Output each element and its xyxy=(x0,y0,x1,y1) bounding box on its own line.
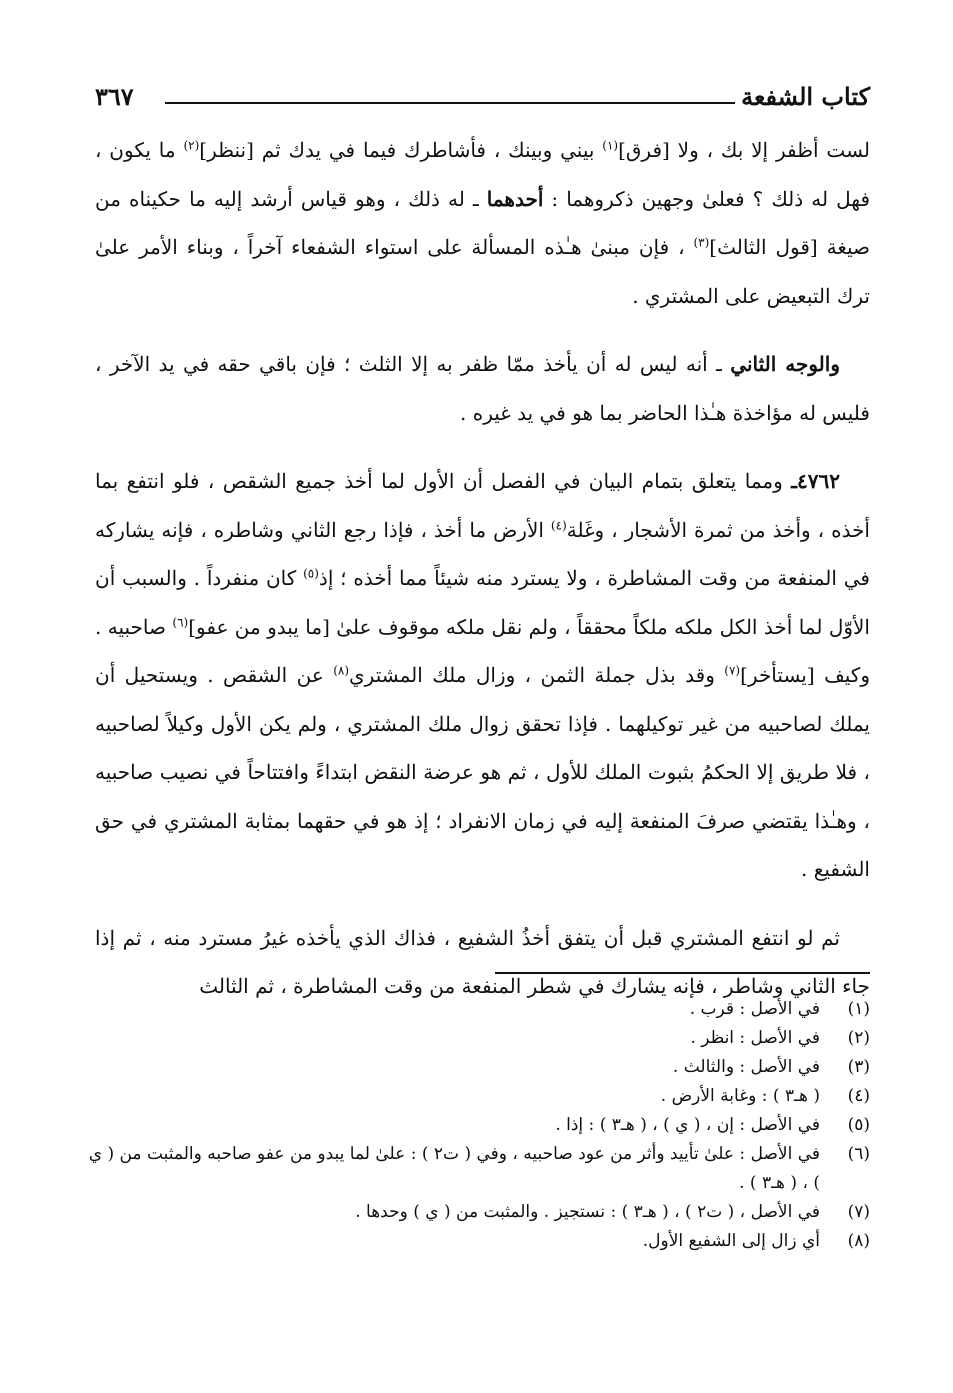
text-span: ـ أنه ليس له أن يأخذ ممّا ظفر به إلا الثلث ؛ فإن باقي حقه في يد الآخر ، فليس له مؤاخذة هـٰذا الحاضر بما هو في يد غيره . xyxy=(95,352,870,425)
footnote-item xyxy=(85,1053,870,1082)
footnote-text: في الأصل : انظر . xyxy=(690,1028,820,1048)
text-span: عن الشقص . ويستحيل أن يملك لصاحبيه من غير توكيلهما . فإذا تحقق زوال ملك المشتري ، ولم يكن الأول وكيلاً لصاحبيه ، فلا طريق إلا الحكمُ بثبوت الملك للأول ، ثم هو عرضة النقض ابتداءً وافتتاحاً في نصيب صاحبيه ، وهـٰذا يقتضي صرفَ المنفعة إليه في زمان الانفراد ؛ إذ هو في حقهما بمثابة المشتري في حق الشفيع . xyxy=(95,663,870,881)
footnote-number: (١) xyxy=(847,999,870,1019)
footnote-text: في الأصل ، ( ت٢ ) ، ( هـ٣ ) : نستجيز . والمثبت من ( ي ) وحدها . xyxy=(355,1202,820,1222)
footnote-number: (٦) xyxy=(847,1144,870,1164)
footnote-number: (٣) xyxy=(847,1057,870,1077)
footnote-item xyxy=(85,1111,870,1140)
footnote-item xyxy=(85,1227,870,1256)
paragraph-1 xyxy=(95,126,870,320)
section-number: ٤٧٦٢ـ xyxy=(791,469,840,493)
text-span: ومما يتعلق بتمام البيان في الفصل أن الأول لما أخذ جميع الشقص ، فلو انتفع بما أخذه ، وأخذ من ثمرة الأشجار ، وغَلة xyxy=(95,469,870,542)
footnote-text: في الأصل : علىٰ تأييد وأثر من عود صاحبيه ، وفي ( ت٢ ) : علىٰ لما يبدو من عفو صاحبه والمثبت من ( ي ) ، ( هـ٣ ) . xyxy=(88,1144,820,1193)
footnote-number: (٨) xyxy=(847,1231,870,1251)
bold-term: أحدهما xyxy=(486,186,544,211)
footnote-ref: (٢) xyxy=(183,138,200,153)
footnote-ref: (٧) xyxy=(724,663,741,678)
text-span: صاحبيه . وكيف [يستأخر] xyxy=(95,614,870,687)
text-span: بيني وبينك ، فأشاطرك فيما في يدك ثم [ننظر] xyxy=(199,138,603,162)
text-span: لست أظفر إلا بك ، ولا [فرق] xyxy=(618,138,870,162)
footnote-ref: (١) xyxy=(602,138,619,153)
footnote-text: في الأصل : إن ، ( ي ) ، ( هـ٣ ) : إذا . xyxy=(555,1115,820,1135)
footnote-ref: (٥) xyxy=(303,566,319,581)
text-span: ثم لو انتفع المشتري قبل أن يتفق أخذُ الشفيع ، فذاك الذي يأخذه غيرُ مسترد منه ، ثم إذا جاء الثاني وشاطر ، فإنه يشارك في شطر المنفعة من وقت المشاطرة ، ثم الثالث xyxy=(95,925,870,998)
page-header xyxy=(95,80,870,114)
running-title: كتاب الشفعة xyxy=(741,82,870,111)
header-rule xyxy=(165,102,735,104)
paragraph-3 xyxy=(95,457,870,894)
footnote-item xyxy=(85,995,870,1024)
main-text xyxy=(95,126,870,1011)
footnote-ref: (٣) xyxy=(693,235,710,250)
footnote-number: (٤) xyxy=(847,1086,870,1106)
footnotes xyxy=(85,995,870,1256)
footnote-item xyxy=(85,1024,870,1053)
footnote-ref: (٦) xyxy=(172,614,189,629)
text-span: الأرض ما أخذ ، فإذا رجع الثاني وشاطره ، فإنه يشاركه في المنفعة من وقت المشاطرة ، ولا يسترد منه شيئاً مما أخذه ؛ إذ xyxy=(95,517,870,590)
footnote-item xyxy=(85,1198,870,1227)
footnote-number: (٢) xyxy=(847,1028,870,1048)
text-span: كان منفرداً . والسبب أن الأوّل لما أخذ الكل ملكه ملكاً محققاً ، ولم نقل ملكه موقوف علىٰ [ما يبدو من عفو] xyxy=(95,566,870,639)
footnote-number: (٥) xyxy=(847,1115,870,1135)
footnote-text: في الأصل : قرب . xyxy=(689,999,820,1019)
text-span: ، فإن مبنىٰ هـٰذه المسألة على استواء الشفعاء آخراً ، وبناء الأمر علىٰ ترك التبعيض على المشتري . xyxy=(95,235,870,308)
footnote-separator xyxy=(495,972,870,974)
footnote-ref: (٨) xyxy=(333,663,350,678)
bold-term: والوجه الثاني xyxy=(730,352,840,376)
footnote-text: في الأصل : والثالث . xyxy=(672,1057,820,1077)
footnote-item xyxy=(85,1082,870,1111)
text-span: وقد بذل جملة الثمن ، وزال ملك المشتري xyxy=(349,663,725,687)
text-span: ـ له ذلك ، وهو قياس أرشد إليه ما حكيناه من صيغة [قول الثالث] xyxy=(95,186,870,259)
paragraph-2 xyxy=(95,340,870,437)
footnote-item xyxy=(85,1140,870,1198)
text-span: ما يكون ، فهل له ذلك ؟ فعلىٰ وجهين ذكروهما : xyxy=(95,138,870,211)
page-number: ٣٦٧ xyxy=(95,82,134,111)
footnote-text: ( هـ٣ ) : وغابة الأرض . xyxy=(660,1086,820,1106)
footnote-ref: (٤) xyxy=(550,517,567,532)
footnote-text: أي زال إلى الشفيع الأول. xyxy=(642,1231,820,1251)
footnote-number: (٧) xyxy=(847,1202,870,1222)
